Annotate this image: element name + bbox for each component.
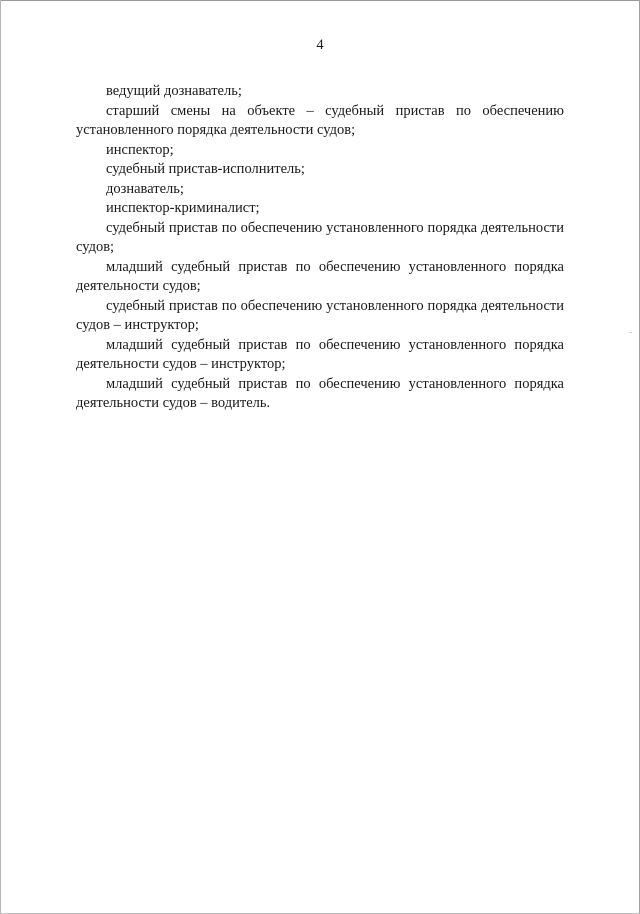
page-number: 4 (316, 37, 324, 53)
list-item: старший смены на объекте – судебный пристав по обеспечению установленного порядка деятельности судов; (76, 102, 564, 138)
list-item: ведущий дознаватель; (106, 83, 242, 99)
page-edge-left (0, 0, 1, 914)
list-item: инспектор; (106, 141, 174, 158)
page-edge-top (0, 0, 640, 1)
list-item: младший судебный пристав по обеспечению установленного порядка деятельности судов – инструктор; (76, 336, 564, 372)
list-item: дознаватель; (106, 180, 184, 197)
list-item: младший судебный пристав по обеспечению установленного порядка деятельности судов; (76, 258, 564, 294)
list-item: судебный пристав по обеспечению установленного порядка деятельности судов – инструктор; (76, 297, 564, 333)
list-item: судебный пристав по обеспечению установленного порядка деятельности судов; (76, 219, 564, 255)
document-body (76, 82, 564, 414)
list-item: младший судебный пристав по обеспечению установленного порядка деятельности судов – водитель. (76, 375, 564, 411)
scan-speck (629, 332, 632, 333)
list-item: инспектор-криминалист; (106, 200, 260, 216)
list-item: судебный пристав-исполнитель; (106, 161, 305, 177)
